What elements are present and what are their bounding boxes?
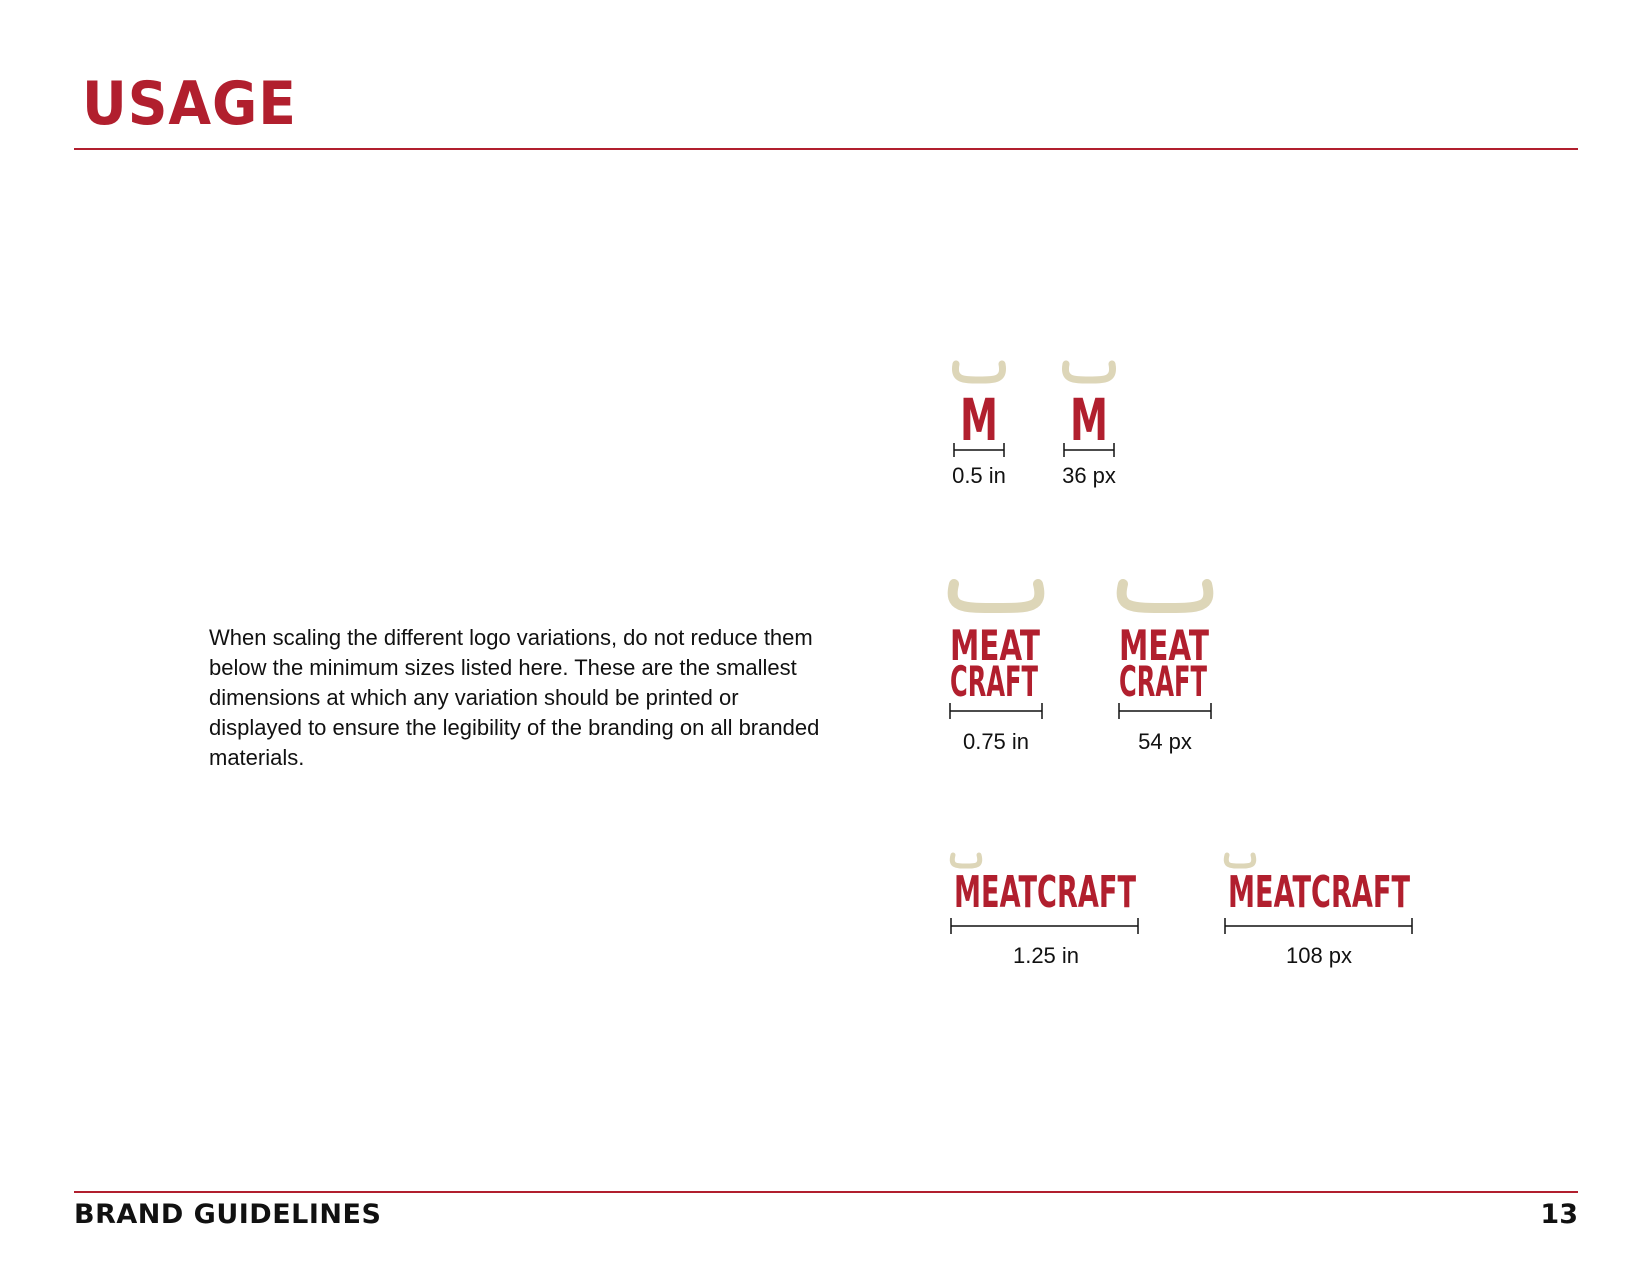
usage-description: When scaling the different logo variations, do not reduce them below the minimum sizes listed here. These are the smallest dimensions at which any variation should be printed or displayed to ensure the legibility of the branding on all branded materials. xyxy=(209,625,820,770)
monogram-logo-screen xyxy=(1061,360,1117,460)
dimension-bar xyxy=(951,918,1138,934)
page-title: USAGE xyxy=(82,69,297,139)
dimension-bar xyxy=(1225,918,1412,934)
size-label-horizontal-screen: 108 px xyxy=(1285,943,1353,968)
horizontal-logo-screen xyxy=(1222,852,1416,942)
size-label-stacked-screen: 54 px xyxy=(1138,729,1192,754)
horn-icon xyxy=(953,584,1040,608)
horn-icon xyxy=(1065,364,1112,380)
size-label-horizontal-print: 1.25 in xyxy=(1012,943,1080,968)
horizontal-logo-print xyxy=(948,852,1142,942)
footer-title: BRAND GUIDELINES xyxy=(74,1199,382,1230)
stacked-logo-screen xyxy=(1117,580,1213,722)
monogram-logo-print xyxy=(951,360,1007,460)
svg-text:MEATCRAFT: MEATCRAFT xyxy=(1228,867,1410,918)
footer-divider xyxy=(74,1191,1578,1193)
stacked-logo-print xyxy=(948,580,1044,722)
svg-text:M: M xyxy=(960,386,998,454)
svg-text:MEAT: MEAT xyxy=(1119,621,1210,670)
horn-icon xyxy=(955,364,1002,380)
svg-text:CRAFT: CRAFT xyxy=(1119,657,1208,706)
page-number: 13 xyxy=(1540,1199,1578,1230)
size-label-stacked-print: 0.75 in xyxy=(962,729,1030,754)
svg-text:M: M xyxy=(1070,386,1108,454)
header-divider xyxy=(74,148,1578,150)
horn-icon xyxy=(1122,584,1209,608)
svg-text:MEAT: MEAT xyxy=(950,621,1041,670)
svg-text:CRAFT: CRAFT xyxy=(950,657,1039,706)
horn-icon xyxy=(952,855,980,866)
size-label-monogram-screen: 36 px xyxy=(1062,463,1116,488)
horn-icon xyxy=(1226,855,1254,866)
size-label-monogram-print: 0.5 in xyxy=(952,463,1006,488)
svg-text:MEATCRAFT: MEATCRAFT xyxy=(954,867,1136,918)
